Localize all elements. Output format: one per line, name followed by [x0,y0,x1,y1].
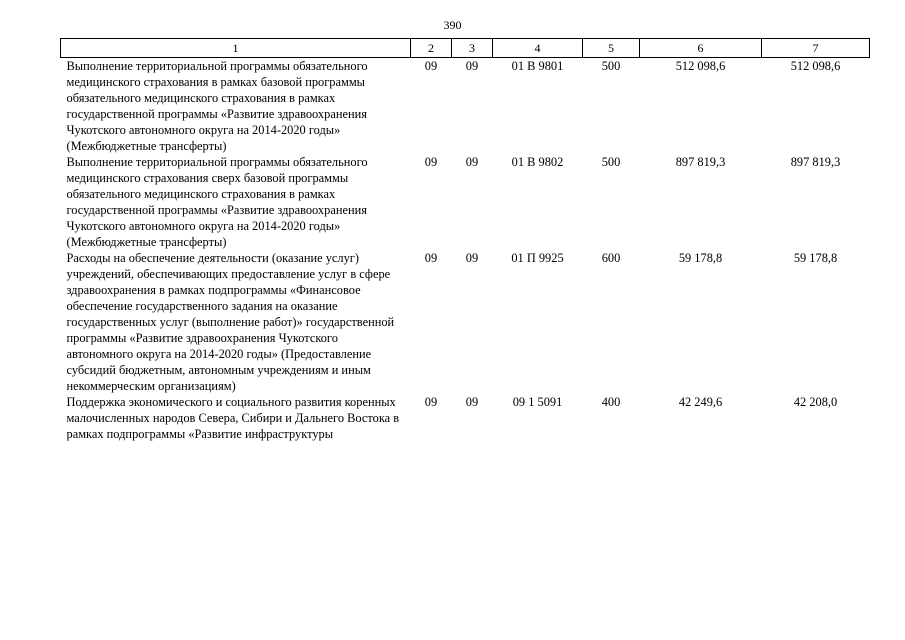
column-header-7: 7 [762,39,870,58]
subsection-code: 09 [465,395,479,409]
subsection-code: 09 [465,155,479,169]
amount-col6: 897 819,3 [675,155,726,169]
page-number: 390 [443,18,462,32]
amount-col6: 42 249,6 [678,395,723,409]
amount-col6: 59 178,8 [678,251,723,265]
row-description: Выполнение территориальной программы обязательного медицинского страхования в рамках базовой программы обязательного медицинского страхования в рамках государственной программы «Развитие здравоохранения Чукотского автономного округа на 2014-2020 годы» (Межбюджетные трансферты) [66,59,368,153]
table-row [61,58,870,155]
section-code: 09 [424,251,438,265]
column-header-1: 1 [61,39,411,58]
subsection-code: 09 [465,251,479,265]
row-description: Выполнение территориальной программы обязательного медицинского страхования сверх базовой программы обязательного медицинского страхования в рамках государственной программы «Развитие здравоохранения Чукотского автономного округа на 2014-2020 годы» (Межбюджетные трансферты) [66,155,368,249]
amount-col6: 512 098,6 [675,59,726,73]
table-row [61,250,870,394]
section-code: 09 [424,155,438,169]
target-article-code: 09 1 5091 [512,395,563,409]
expense-type-code: 500 [601,59,621,73]
row-description: Расходы на обеспечение деятельности (оказание услуг) учреждений, обеспечивающих предоставление услуг в сфере здравоохранения в рамках подпрограммы «Финансовое обеспечение государственного задания на оказание государственных услуг (выполнение работ)» государственной программы «Развитие здравоохранения Чукотского автономного округа на 2014-2020 годы» (Предоставление субсидий бюджетным, автономным учреждениям и иным некоммерческим организациям) [66,251,395,393]
column-header-3: 3 [452,39,493,58]
expense-type-code: 400 [601,395,621,409]
column-header-2: 2 [411,39,452,58]
amount-col7: 59 178,8 [793,251,838,265]
target-article-code: 01 В 9801 [511,59,564,73]
target-article-code: 01 В 9802 [511,155,564,169]
expense-type-code: 600 [601,251,621,265]
table-row [61,394,870,442]
amount-col7: 512 098,6 [790,59,841,73]
table-row [61,154,870,250]
section-code: 09 [424,395,438,409]
column-header-6: 6 [640,39,762,58]
expense-type-code: 500 [601,155,621,169]
row-description: Поддержка экономического и социального развития коренных малочисленных народов Севера, Сибири и Дальнего Востока в рамках подпрограммы «Развитие инфраструктуры [66,395,400,441]
budget-table [60,38,870,442]
amount-col7: 42 208,0 [793,395,838,409]
column-header-4: 4 [493,39,583,58]
amount-col7: 897 819,3 [790,155,841,169]
target-article-code: 01 П 9925 [511,251,564,265]
column-header-5: 5 [583,39,640,58]
subsection-code: 09 [465,59,479,73]
section-code: 09 [424,59,438,73]
header-row [61,39,870,58]
